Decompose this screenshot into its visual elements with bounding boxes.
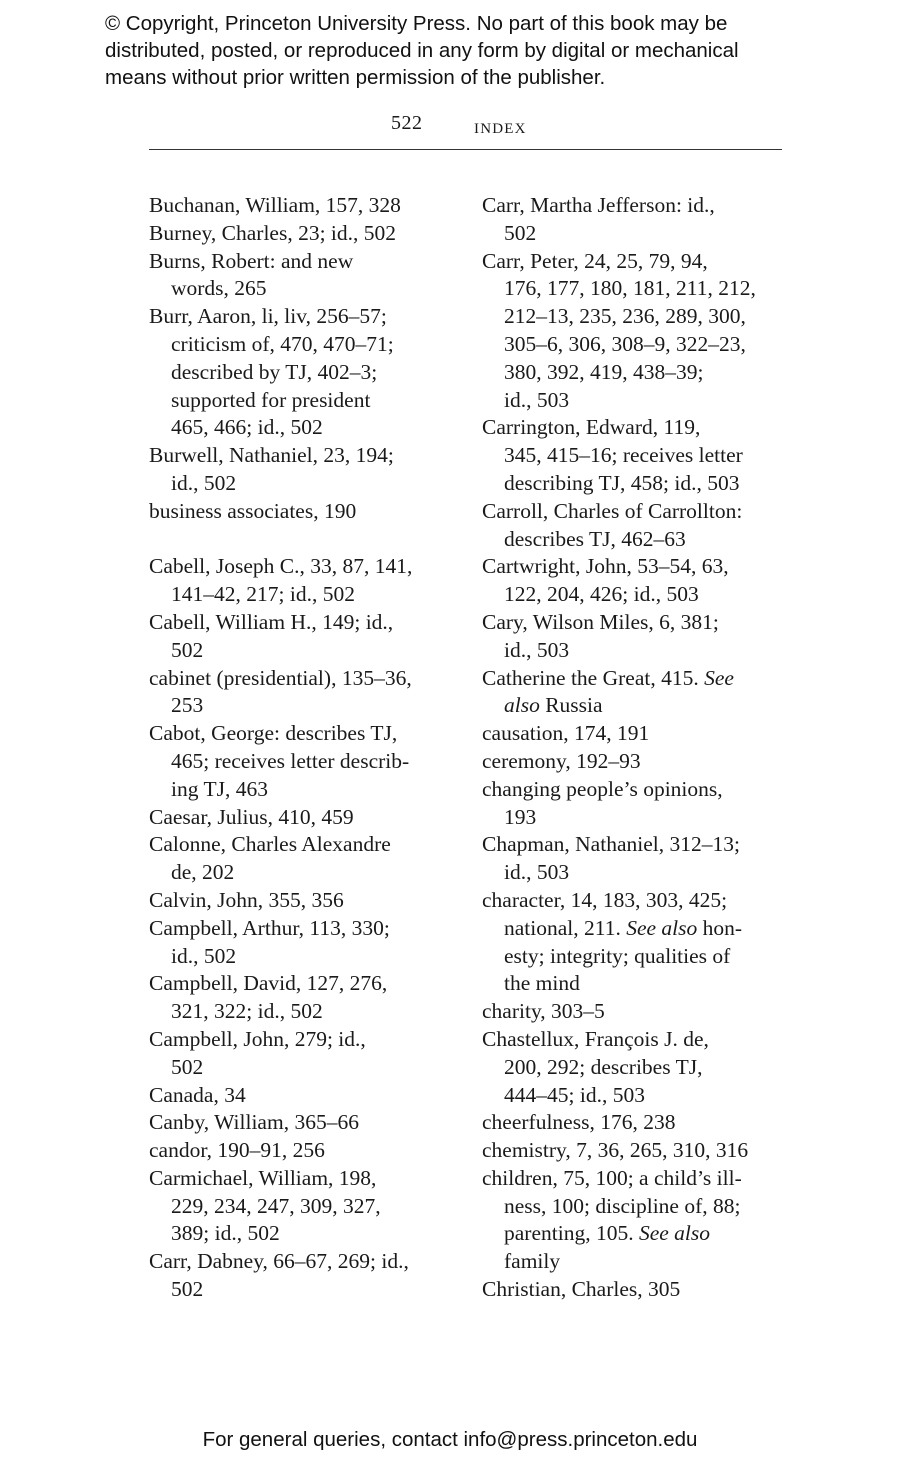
index-entry <box>149 1109 469 1137</box>
index-entry-continuation: 502 <box>171 637 204 662</box>
index-entry-continuation: 502 <box>171 1054 204 1079</box>
index-entry <box>149 1082 469 1110</box>
index-entry-continuation: also Russia <box>504 693 603 718</box>
index-column-left <box>149 192 469 1304</box>
copyright-line: means without prior written permission of the publisher. <box>105 66 606 89</box>
section-title: index <box>474 114 527 138</box>
index-entry-continuation: the mind <box>504 971 580 996</box>
index-entry-line: Canby, William, 365–66 <box>149 1110 359 1135</box>
page-number: 522 <box>391 112 423 134</box>
index-entry <box>482 998 802 1026</box>
index-entry <box>482 1137 802 1165</box>
index-entry <box>149 970 469 1026</box>
index-entry-continuation: id., 503 <box>504 387 570 412</box>
index-entry-line: cabinet (presidential), 135–36, <box>149 665 412 690</box>
index-entry-continuation: describes TJ, 462–63 <box>504 526 686 551</box>
copyright-line: © Copyright, Princeton University Press. No part of this book may be <box>105 12 728 35</box>
index-entry-continuation: ing TJ, 463 <box>171 776 268 801</box>
index-entry <box>482 1026 802 1109</box>
index-entry <box>149 303 469 442</box>
index-entry <box>482 1109 802 1137</box>
index-entry-continuation: ness, 100; discipline of, 88; <box>504 1193 741 1218</box>
index-entry-line: Canada, 34 <box>149 1082 246 1107</box>
index-column-right <box>482 192 802 1304</box>
index-entry-continuation: 193 <box>504 804 537 829</box>
index-entry <box>149 720 469 803</box>
index-entry-continuation: 502 <box>504 220 537 245</box>
index-entry-line: Caesar, Julius, 410, 459 <box>149 804 354 829</box>
index-entry <box>149 1026 469 1082</box>
index-entry <box>482 776 802 832</box>
index-entry <box>482 831 802 887</box>
index-entry-line: business associates, 190 <box>149 498 357 523</box>
index-entry-continuation: 380, 392, 419, 438–39; <box>504 359 704 384</box>
index-entry <box>482 665 802 721</box>
italic-cross-reference: also <box>504 693 540 718</box>
index-entry <box>482 748 802 776</box>
index-entry <box>149 442 469 498</box>
index-entry-continuation: supported for president <box>171 387 371 412</box>
index-entry-line: Carrington, Edward, 119, <box>482 415 701 440</box>
index-entry <box>149 192 469 220</box>
index-entry <box>149 831 469 887</box>
index-entry-continuation: criticism of, 470, 470–71; <box>171 331 394 356</box>
index-entry-continuation: 305–6, 306, 308–9, 322–23, <box>504 331 746 356</box>
index-entry-continuation: id., 503 <box>504 860 570 885</box>
index-entry-continuation: 465; receives letter describ- <box>171 748 410 773</box>
index-entry <box>482 498 802 554</box>
index-entry-line: Chapman, Nathaniel, 312–13; <box>482 832 740 857</box>
index-entry <box>149 1137 469 1165</box>
index-entry <box>149 1165 469 1248</box>
index-entry-continuation: 389; id., 502 <box>171 1221 280 1246</box>
index-entry-line: Cary, Wilson Miles, 6, 381; <box>482 609 719 634</box>
index-entry <box>482 553 802 609</box>
index-entry-line: Carroll, Charles of Carrollton: <box>482 498 743 523</box>
index-entry-continuation: national, 211. See also hon- <box>504 915 743 940</box>
index-entry-continuation: 444–45; id., 503 <box>504 1082 645 1107</box>
index-entry <box>482 414 802 497</box>
index-entry-line: Cabell, William H., 149; id., <box>149 609 394 634</box>
index-entry-continuation: 200, 292; describes TJ, <box>504 1054 703 1079</box>
index-entry-continuation: words, 265 <box>171 276 267 301</box>
index-entry-line: Christian, Charles, 305 <box>482 1277 681 1302</box>
index-entry-continuation: de, 202 <box>171 860 235 885</box>
index-entry-continuation: id., 502 <box>171 943 237 968</box>
index-entry <box>149 804 469 832</box>
index-entry-line: Carr, Peter, 24, 25, 79, 94, <box>482 248 708 273</box>
index-entry <box>149 887 469 915</box>
index-entry-continuation: 345, 415–16; receives letter <box>504 443 743 468</box>
index-entry-continuation: id., 502 <box>171 470 237 495</box>
index-entry-line: Campbell, Arthur, 113, 330; <box>149 915 390 940</box>
index-entry-line: children, 75, 100; a child’s ill- <box>482 1165 742 1190</box>
index-entry-line: Catherine the Great, 415. See <box>482 665 734 690</box>
index-entry <box>149 665 469 721</box>
index-entry <box>149 248 469 304</box>
index-entry-line: Calonne, Charles Alexandre <box>149 832 391 857</box>
index-entry <box>149 609 469 665</box>
index-entry <box>482 887 802 998</box>
header-rule <box>149 149 782 150</box>
index-entry-continuation: family <box>504 1249 561 1274</box>
index-entry <box>482 609 802 665</box>
index-entry-line: causation, 174, 191 <box>482 721 650 746</box>
index-entry <box>149 553 469 609</box>
index-entry-continuation: 465, 466; id., 502 <box>171 415 323 440</box>
index-entry-continuation: esty; integrity; qualities of <box>504 943 731 968</box>
index-entry-line: Burwell, Nathaniel, 23, 194; <box>149 443 394 468</box>
index-entry-continuation: 212–13, 235, 236, 289, 300, <box>504 304 746 329</box>
index-entry <box>482 1276 802 1304</box>
index-entry-line: character, 14, 183, 303, 425; <box>482 887 728 912</box>
index-entry-continuation: id., 503 <box>504 637 570 662</box>
index-entry-line: Carr, Martha Jefferson: id., <box>482 193 715 217</box>
index-entry <box>149 915 469 971</box>
index-entry-continuation: 176, 177, 180, 181, 211, 212, <box>504 276 756 301</box>
index-entry-continuation: parenting, 105. See also <box>504 1221 711 1246</box>
index-entry-line: Burr, Aaron, li, liv, 256–57; <box>149 304 387 329</box>
copyright-notice <box>105 10 825 91</box>
index-entry-line: Chastellux, François J. de, <box>482 1026 709 1051</box>
index-entry-continuation: 253 <box>171 693 204 718</box>
index-entry <box>482 1165 802 1276</box>
index-entry-line: chemistry, 7, 36, 265, 310, 316 <box>482 1138 749 1163</box>
index-entry-continuation: described by TJ, 402–3; <box>171 359 378 384</box>
index-entry <box>482 720 802 748</box>
index-entry-line: Campbell, John, 279; id., <box>149 1026 366 1051</box>
index-entry-continuation: 229, 234, 247, 309, 327, <box>171 1193 381 1218</box>
index-entry-continuation: 502 <box>171 1277 204 1302</box>
index-entry <box>482 192 802 248</box>
index-entry-line: Campbell, David, 127, 276, <box>149 971 388 996</box>
index-entry-line: candor, 190–91, 256 <box>149 1138 325 1163</box>
copyright-line: distributed, posted, or reproduced in any form by digital or mechanical <box>105 39 739 62</box>
footer-contact: For general queries, contact info@press.princeton.edu <box>202 1428 698 1451</box>
index-entry-line: charity, 303–5 <box>482 999 605 1024</box>
italic-cross-reference: See <box>704 665 734 690</box>
index-entry <box>149 1248 469 1304</box>
index-entry-continuation: 122, 204, 426; id., 503 <box>504 582 699 607</box>
index-entry-line: changing people’s opinions, <box>482 776 723 801</box>
index-entry-line: Burney, Charles, 23; id., 502 <box>149 220 397 245</box>
index-entry <box>149 498 469 526</box>
index-entry-line: Buchanan, William, 157, 328 <box>149 193 401 217</box>
index-entry-line: Cabot, George: describes TJ, <box>149 721 398 746</box>
index-entry-line: cheerfulness, 176, 238 <box>482 1110 676 1135</box>
index-entry-line: Calvin, John, 355, 356 <box>149 887 344 912</box>
italic-cross-reference: See also <box>638 1221 711 1246</box>
index-entry-continuation: 321, 322; id., 502 <box>171 999 323 1024</box>
index-entry <box>149 220 469 248</box>
index-entry-line: Carmichael, William, 198, <box>149 1165 377 1190</box>
running-head <box>149 112 782 142</box>
index-entry-line: Cabell, Joseph C., 33, 87, 141, <box>149 554 413 579</box>
index-entry <box>482 248 802 415</box>
index-entry-continuation: 141–42, 217; id., 502 <box>171 582 355 607</box>
italic-cross-reference: See also <box>626 915 698 940</box>
index-entry-continuation: describing TJ, 458; id., 503 <box>504 470 740 495</box>
index-entry-line: ceremony, 192–93 <box>482 748 641 773</box>
index-entry-line: Cartwright, John, 53–54, 63, <box>482 554 729 579</box>
index-entry-line: Carr, Dabney, 66–67, 269; id., <box>149 1249 409 1274</box>
letter-gap <box>149 526 469 554</box>
index-entry-line: Burns, Robert: and new <box>149 248 354 273</box>
